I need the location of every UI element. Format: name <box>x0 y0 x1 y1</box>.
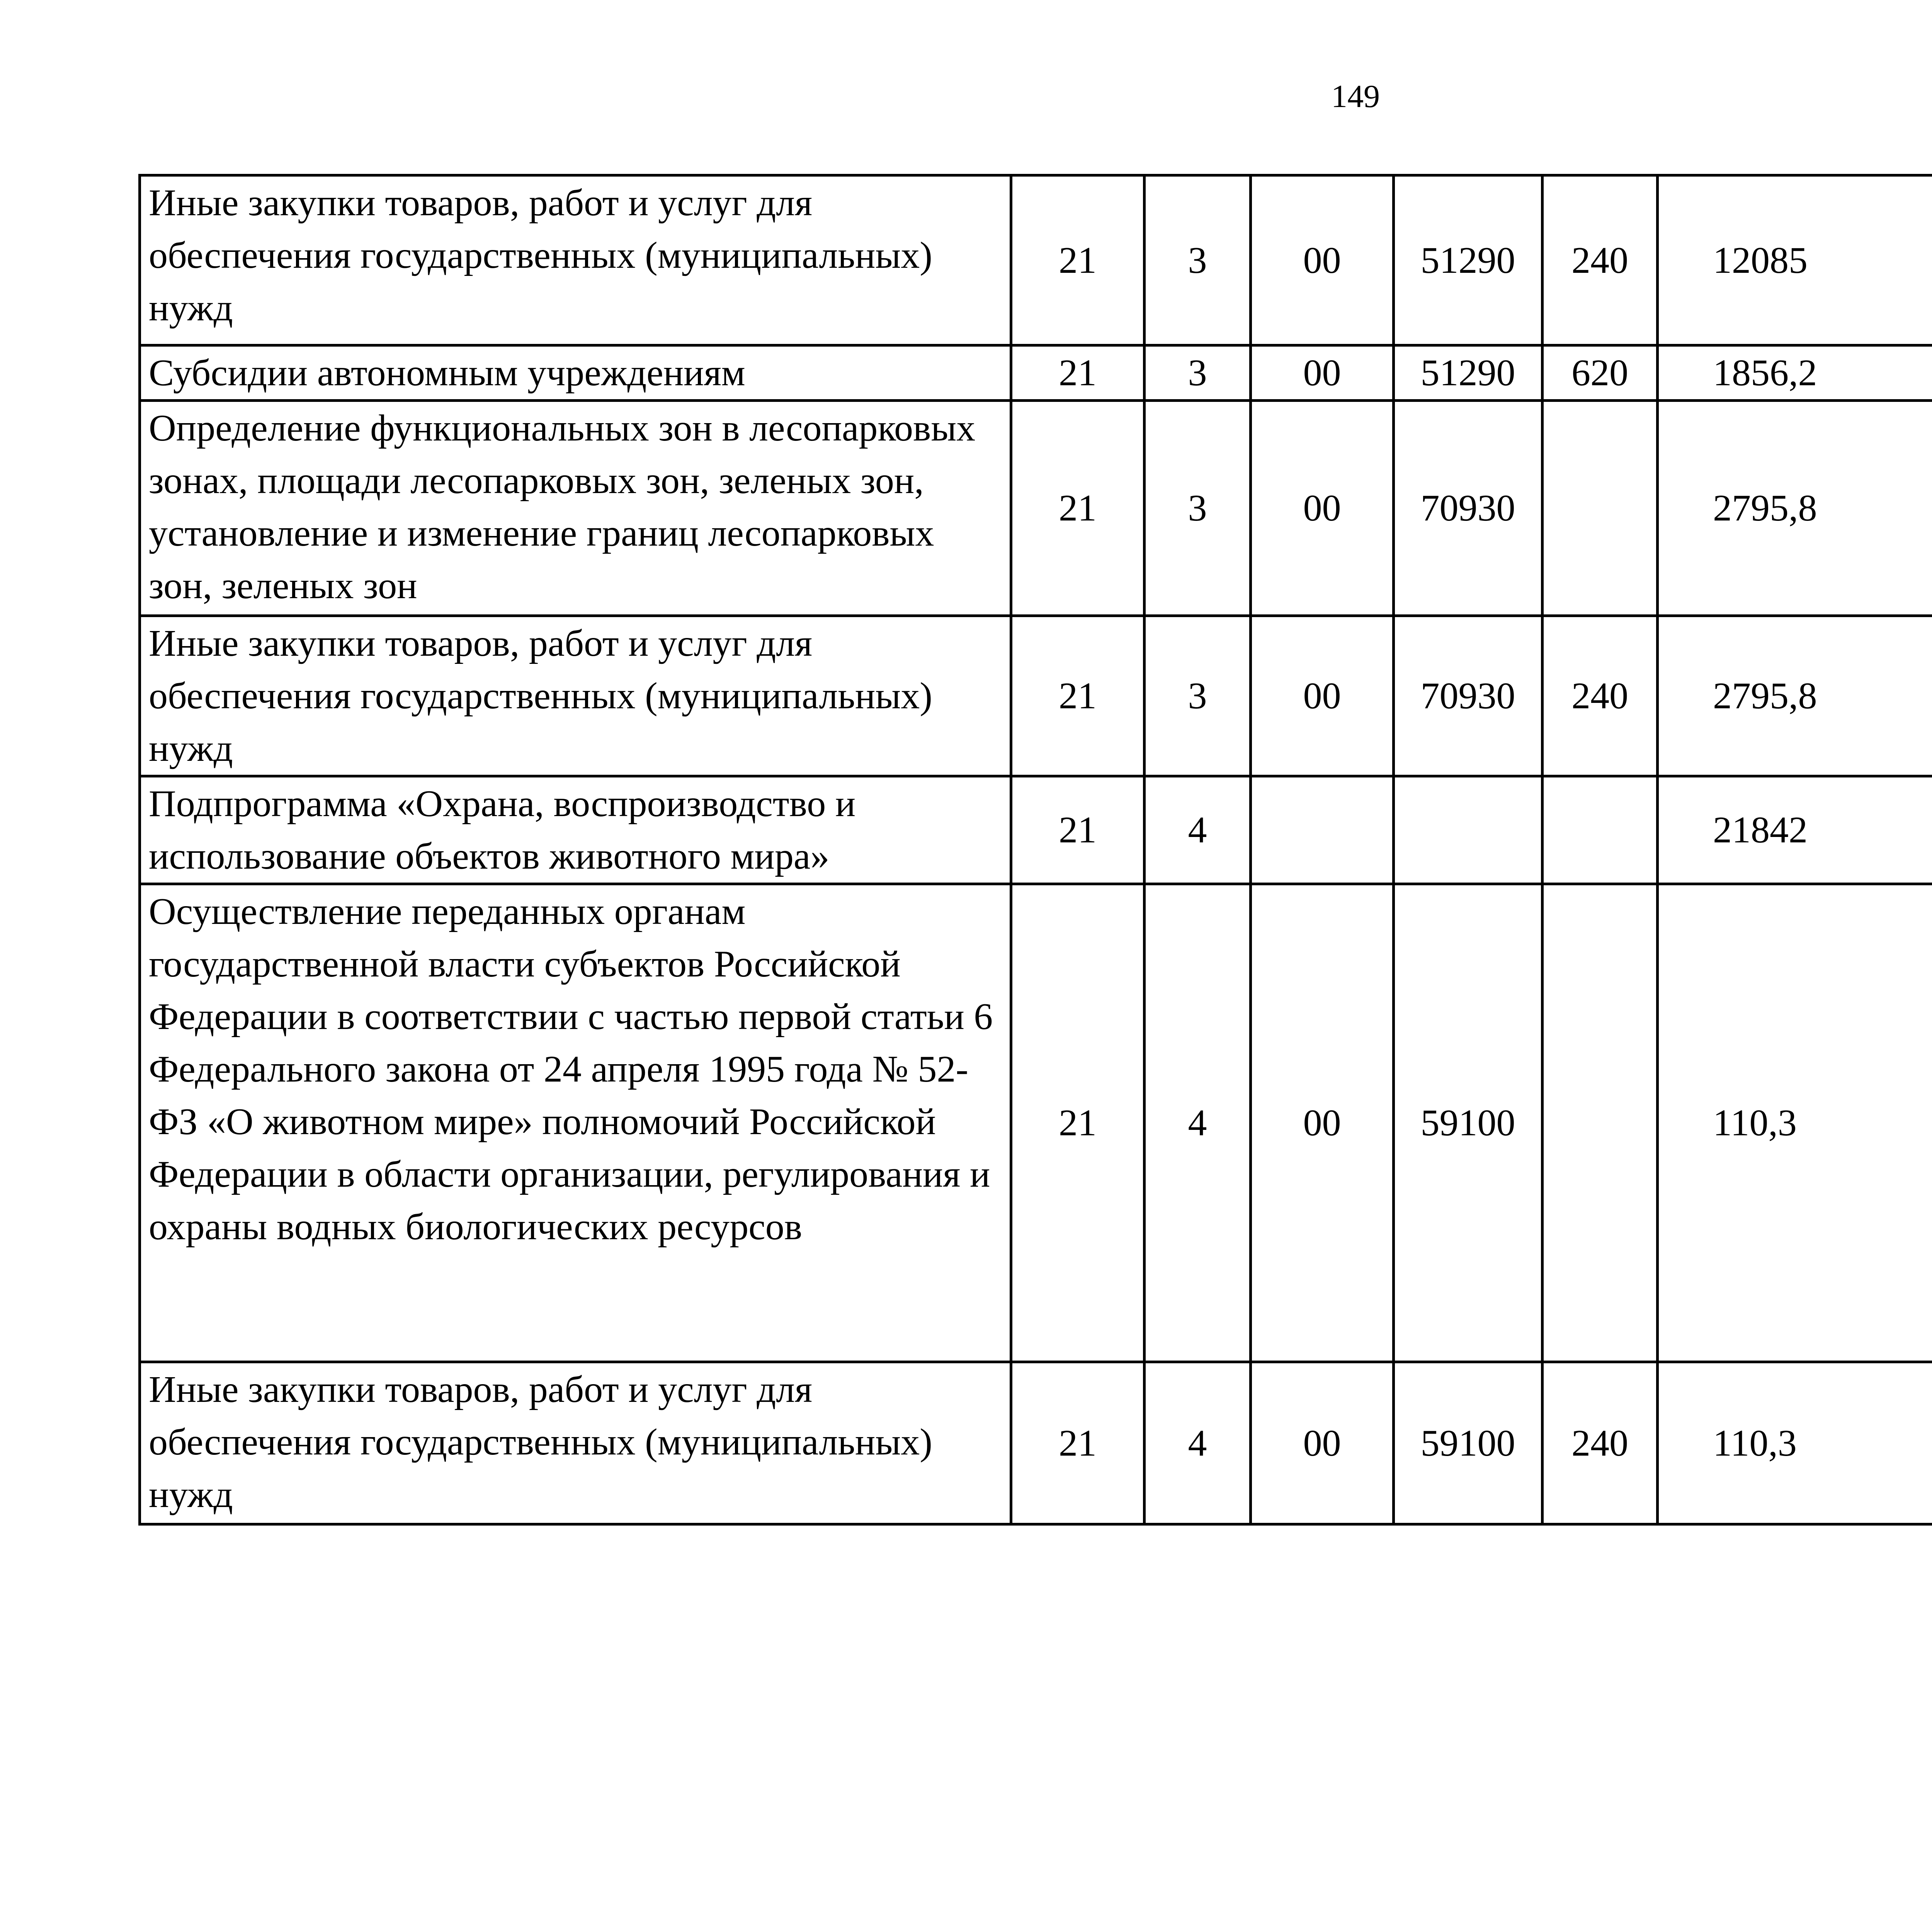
row-description-cell <box>140 776 1011 884</box>
row-description: Подпрограмма «Охрана, воспроизводство и использование объектов животного мира» <box>149 783 856 877</box>
code-cell-3: 00 <box>1251 345 1394 401</box>
code-cell-1: 21 <box>1011 175 1145 345</box>
value-cell-1: 2795,8 <box>1658 616 1932 776</box>
row-description: Субсидии автономным учреждениям <box>149 352 745 394</box>
row-description-cell <box>140 345 1011 401</box>
code-cell-4: 51290 <box>1394 345 1543 401</box>
value-cell-1: 110,3 <box>1658 1362 1932 1524</box>
code-cell-1: 21 <box>1011 345 1145 401</box>
code-cell-3: 00 <box>1251 401 1394 616</box>
code-cell-1: 21 <box>1011 616 1145 776</box>
row-description-cell <box>140 616 1011 776</box>
code-cell-2: 4 <box>1145 884 1251 1362</box>
code-cell-1: 21 <box>1011 1362 1145 1524</box>
value-cell-1: 12085 <box>1658 175 1932 345</box>
code-cell-5: 240 <box>1543 1362 1658 1524</box>
budget-table <box>138 174 1932 1526</box>
code-cell-5 <box>1543 401 1658 616</box>
code-cell-3: 00 <box>1251 884 1394 1362</box>
code-cell-1: 21 <box>1011 776 1145 884</box>
row-description: Иные закупки товаров, работ и услуг для обеспечения государственных (муниципальных) нужд <box>149 1369 932 1516</box>
code-cell-4: 59100 <box>1394 884 1543 1362</box>
page-number: 149 <box>1331 78 1380 114</box>
table-row <box>140 884 1932 1362</box>
code-cell-3 <box>1251 776 1394 884</box>
table-row <box>140 776 1932 884</box>
value-cell-1: 21842 <box>1658 776 1932 884</box>
code-cell-2: 3 <box>1145 616 1251 776</box>
row-description: Определение функциональных зон в лесопарковых зонах, площади лесопарковых зон, зеленых зон, установление и изменение границ лесопарковых зон, зеленых зон <box>149 407 976 607</box>
code-cell-4 <box>1394 776 1543 884</box>
code-cell-4: 70930 <box>1394 401 1543 616</box>
table-row <box>140 616 1932 776</box>
value-cell-1: 1856,2 <box>1658 345 1932 401</box>
code-cell-4: 51290 <box>1394 175 1543 345</box>
code-cell-5: 620 <box>1543 345 1658 401</box>
row-description-cell <box>140 1362 1011 1524</box>
code-cell-2: 4 <box>1145 776 1251 884</box>
code-cell-3: 00 <box>1251 616 1394 776</box>
code-cell-2: 3 <box>1145 401 1251 616</box>
table-row <box>140 401 1932 616</box>
code-cell-4: 70930 <box>1394 616 1543 776</box>
code-cell-2: 3 <box>1145 345 1251 401</box>
code-cell-3: 00 <box>1251 175 1394 345</box>
value-cell-1: 2795,8 <box>1658 401 1932 616</box>
row-description-cell <box>140 401 1011 616</box>
table-row <box>140 345 1932 401</box>
code-cell-4: 59100 <box>1394 1362 1543 1524</box>
code-cell-2: 4 <box>1145 1362 1251 1524</box>
code-cell-3: 00 <box>1251 1362 1394 1524</box>
row-description-cell <box>140 884 1011 1362</box>
table-row <box>140 175 1932 345</box>
code-cell-2: 3 <box>1145 175 1251 345</box>
code-cell-1: 21 <box>1011 884 1145 1362</box>
code-cell-5: 240 <box>1543 175 1658 345</box>
code-cell-5 <box>1543 776 1658 884</box>
row-description: Иные закупки товаров, работ и услуг для обеспечения государственных (муниципальных) нужд <box>149 182 932 329</box>
row-description: Осуществление переданных органам государственной власти субъектов Российской Федерации в соответствии с частью первой статьи 6 Федерального закона от 24 апреля 1995 года № 52-ФЗ «О животном мире» полномочий Российской Федерации в области организации, регулирования и охраны водных биологических ресурсов <box>149 891 993 1248</box>
value-cell-1: 110,3 <box>1658 884 1932 1362</box>
row-description-cell <box>140 175 1011 345</box>
code-cell-5: 240 <box>1543 616 1658 776</box>
code-cell-1: 21 <box>1011 401 1145 616</box>
code-cell-5 <box>1543 884 1658 1362</box>
table-row <box>140 1362 1932 1524</box>
row-description: Иные закупки товаров, работ и услуг для обеспечения государственных (муниципальных) нужд <box>149 623 932 769</box>
